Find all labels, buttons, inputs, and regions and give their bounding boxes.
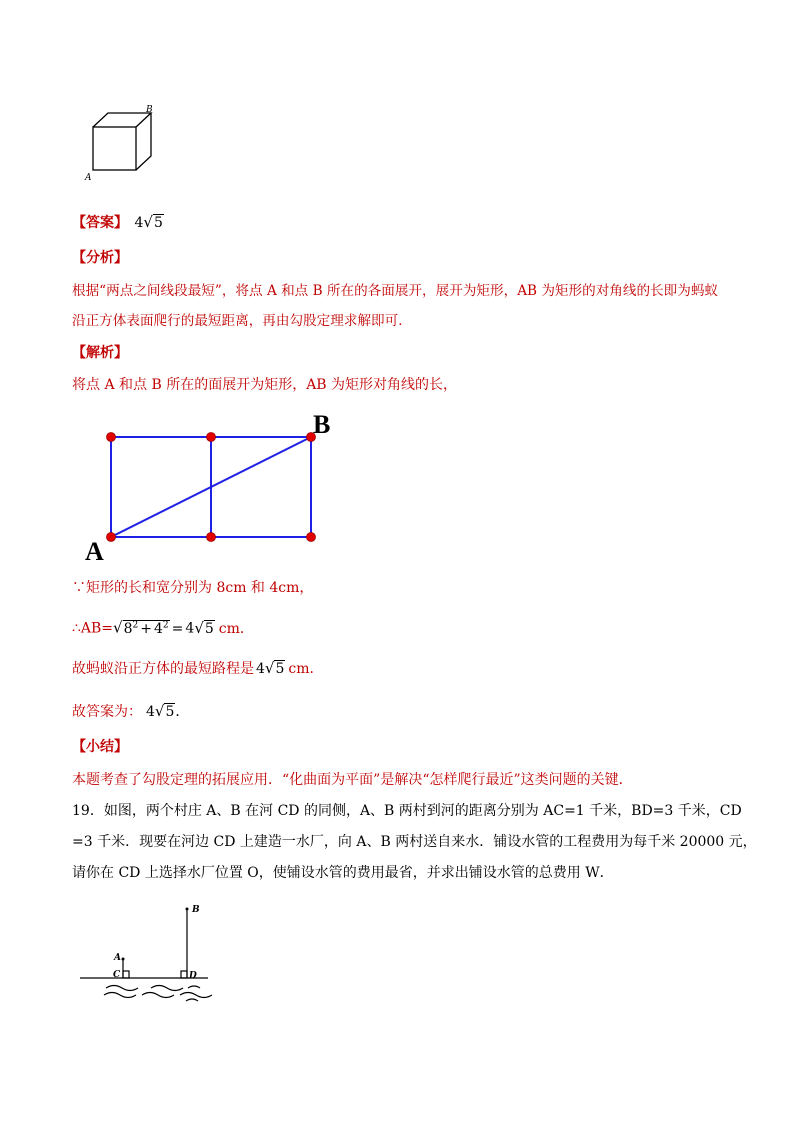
- problem-19-line-2: =3 千米．现要在河边 CD 上建造一水厂，向 A、B 两村送自来水．铺设水管的工程费用为每千米 20000 元，: [72, 834, 757, 850]
- problem-19-line-1: 19．如图，两个村庄 A、B 在河 CD 的同侧，A、B 两村到河的距离分别为 AC=1 千米，BD=3 千米，CD: [72, 803, 742, 819]
- cube-top-face: [93, 113, 151, 127]
- right-angle-d: [181, 971, 187, 978]
- summary-text: 本题考查了勾股定理的拓展应用．“化曲面为平面”是解决“怎样爬行最近”这类问题的关键．: [72, 772, 633, 788]
- analysis-line-2: 沿正方体表面爬行的最短距离，再由勾股定理求解即可．: [72, 313, 412, 329]
- river-label-d: D: [189, 971, 197, 981]
- point-a: [122, 958, 125, 961]
- unfolded-rectangle-diagram: [82, 405, 342, 565]
- river-label-c: C: [113, 970, 121, 980]
- point-b: [186, 908, 189, 911]
- vertex-point: [307, 533, 316, 542]
- right-angle-c: [123, 971, 129, 978]
- river-figure: [76, 898, 226, 1010]
- answer-value: 4√5: [134, 213, 163, 231]
- cube-figure: [84, 100, 164, 185]
- water-wave: [106, 986, 200, 991]
- cube-label-a: A: [85, 173, 92, 183]
- solution-step-1: ∵矩形的长和宽分别为 8cm 和 4cm，: [72, 580, 314, 596]
- solution-label: 【解析】: [72, 345, 128, 361]
- river-label-b: B: [192, 905, 200, 915]
- problem-19-line-3: 请你在 CD 上选择水厂位置 O，使铺设水管的费用最省，并求出铺设水管的总费用 W．: [72, 865, 614, 881]
- answer-label: 【答案】: [72, 215, 128, 231]
- answer-line: [72, 212, 164, 233]
- vertex-point: [207, 533, 216, 542]
- solution-step-3: 故蚂蚁沿正方体的最短路程是 4√5 cm．: [72, 659, 324, 677]
- solution-step-4: 故答案为： 4√5．: [72, 702, 190, 720]
- river-label-a: A: [114, 953, 121, 963]
- cube-label-b: B: [146, 105, 153, 115]
- vertex-point: [107, 433, 116, 442]
- sqrt-symbol: √5: [264, 659, 285, 677]
- cube-right-face: [136, 113, 151, 170]
- solution-step-2: $\therefore AB=√8^2 + 4^2 = 4√5$ cm．: [72, 615, 254, 639]
- summary-label: 【小结】: [72, 739, 128, 755]
- vertex-point: [107, 533, 116, 542]
- cube-front-face: [93, 127, 136, 170]
- analysis-line-1: 根据“两点之间线段最短”，将点 A 和点 B 所在的各面展开，展开为矩形，AB 为矩形的对角线的长即为蚂蚁: [72, 283, 719, 299]
- sqrt-symbol: √5: [194, 618, 214, 637]
- sqrt-symbol: √5: [143, 213, 163, 231]
- sqrt-symbol: $√8^2 + 4^2$: [113, 618, 169, 637]
- water-wave: [186, 999, 198, 1001]
- vertex-point: [207, 433, 216, 442]
- water-wave: [104, 993, 212, 998]
- analysis-label: 【分析】: [72, 250, 128, 266]
- solution-intro: 将点 A 和点 B 所在的面展开为矩形，AB 为矩形对角线的长，: [72, 377, 458, 393]
- diagram-label-b: B: [313, 410, 331, 439]
- diagram-label-a: A: [85, 537, 104, 565]
- sqrt-symbol: √5: [154, 702, 175, 720]
